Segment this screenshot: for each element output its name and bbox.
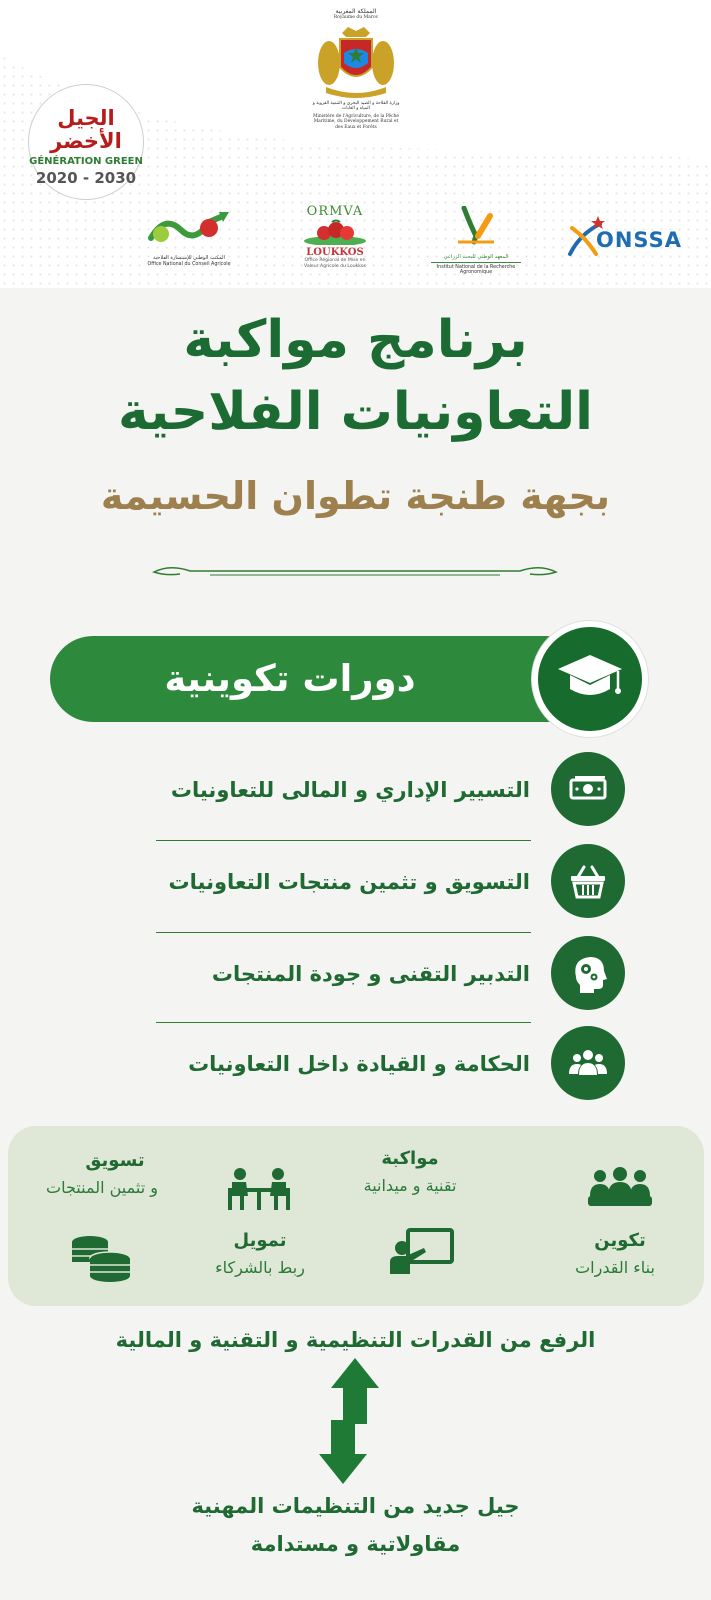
crest-bottom-fr: Ministère de l'Agriculture, de la Pêche Maritime, du Développement Rural et des Eaux et Forêts (313, 113, 399, 130)
coat-of-arms-icon (316, 23, 396, 99)
course-item-marketing: التسويق و تثمين منتجات التعاونيات (168, 870, 530, 894)
feature-support-subtitle: تقنية و ميدانية (363, 1176, 457, 1195)
title-line-2: التعاونيات الفلاحية (118, 382, 593, 442)
ormva-fruits-icon (302, 219, 368, 245)
gg-arabic: الجيل الأخضر (50, 106, 122, 154)
ormva-region: LOUKKOS (306, 247, 364, 258)
feature-training-title: تكوين (594, 1230, 646, 1251)
inra-caption-rule (431, 262, 521, 263)
course-item-technical: التدبير التقنى و جودة المنتجات (211, 962, 530, 986)
logos-header (0, 0, 711, 288)
course-divider (156, 1022, 531, 1023)
course-item-management: التسيير الإداري و المالى للتعاونيات (170, 778, 530, 802)
onssa-name: ONSSA (596, 228, 682, 252)
basket-icon (568, 861, 608, 901)
onssa-logo (566, 214, 696, 254)
course-icon-circle-2 (551, 844, 625, 918)
coins-icon (70, 1234, 132, 1282)
feature-support-title: مواكبة (381, 1148, 439, 1169)
onca-emblem-icon (145, 208, 233, 248)
graduation-cap-icon (556, 645, 624, 713)
ornamental-divider (150, 562, 560, 584)
brain-gears-icon (568, 953, 608, 993)
course-divider (156, 932, 531, 933)
inra-logo (426, 206, 526, 275)
feature-training-subtitle: بناء القدرات (575, 1258, 655, 1277)
onca-caption-ar: المكتب الوطني للإستشارة الفلاحية (153, 255, 225, 261)
title-region: بجهة طنجة تطوان الحسيمة (100, 474, 611, 518)
onca-logo (143, 208, 235, 267)
gg-years: 2020 - 2030 (35, 169, 137, 188)
ormva-logo (298, 204, 372, 269)
onca-caption-fr: Office National du Conseil Agricole (147, 262, 231, 267)
bottom-capacity-text: الرفع من القدرات التنظيمية و التقنية و المالية (115, 1328, 596, 1352)
ormva-caption: Office Régional de Mise en Valeur Agricole du Loukkos (304, 258, 366, 269)
ormva-name: ORMVA (306, 204, 364, 219)
graduation-cap-badge (532, 621, 648, 737)
crest-top-text: المملكة المغربية (335, 8, 377, 15)
meeting-table-icon (226, 1166, 292, 1212)
crest-top-sub: Royaume du Maroc (333, 15, 379, 21)
inra-caption-ar: المعهد الوطني للبحث الزراعي (443, 254, 509, 260)
group-icon (568, 1043, 608, 1083)
bottom-new-generation-text: جيل جديد من التنظيمات المهنية (191, 1494, 520, 1518)
section-banner-label: دورات تكوينية (164, 657, 416, 700)
presenter-board-icon (388, 1228, 454, 1274)
crest-bottom-ar: وزارة الفلاحة و الصيد البحري و التنمية القروية و المياه و الغابات (312, 100, 400, 112)
feature-marketing-subtitle: و تثمين المنتجات (46, 1178, 158, 1197)
audience-icon (588, 1166, 652, 1208)
generation-green-badge (28, 84, 144, 200)
money-icon (568, 769, 608, 809)
feature-financing-title: تمويل (233, 1230, 287, 1251)
course-icon-circle-3 (551, 936, 625, 1010)
course-icon-circle-4 (551, 1026, 625, 1100)
bottom-sustainable-text: مقاولاتية و مستدامة (250, 1532, 461, 1556)
feature-marketing-title: تسويق (85, 1150, 145, 1171)
inra-emblem-icon (454, 206, 498, 248)
course-divider (156, 840, 531, 841)
gg-english: GÉNÉRATION GREEN (29, 156, 143, 168)
title-line-1: برنامج مواكبة (183, 310, 528, 370)
royal-crest (312, 8, 400, 130)
inra-caption-fr: Institut National de la Recherche Agronomique (436, 265, 516, 275)
double-arrow-icon (315, 1358, 385, 1488)
course-icon-circle-1 (551, 752, 625, 826)
feature-financing-subtitle: ربط بالشركاء (215, 1258, 305, 1277)
course-item-governance: الحكامة و القيادة داخل التعاونيات (188, 1052, 530, 1076)
